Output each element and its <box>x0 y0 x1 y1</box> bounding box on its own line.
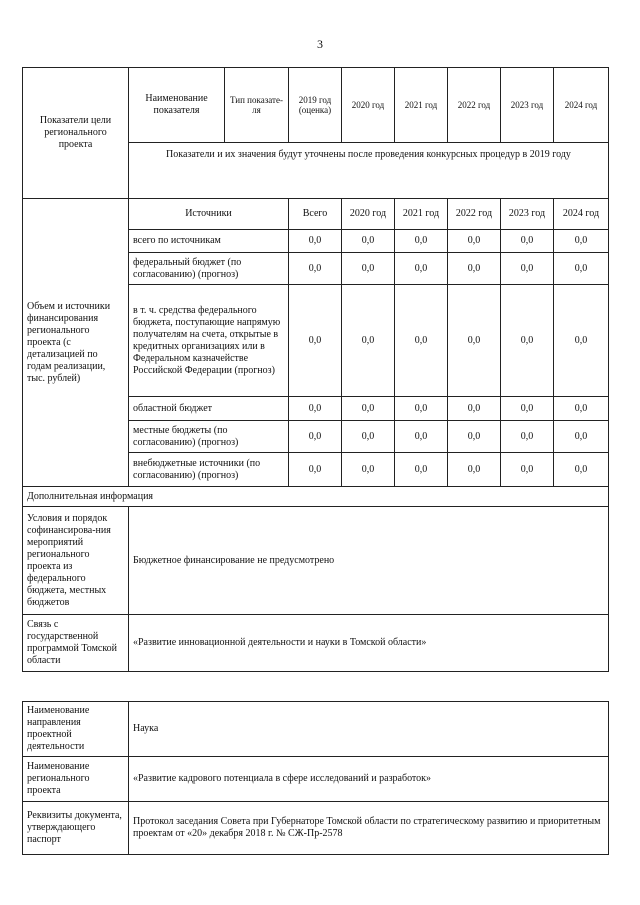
finance-value: 0,0 <box>448 230 501 253</box>
finance-value: 0,0 <box>395 253 448 285</box>
details-label: Наименование регионального проекта <box>23 757 129 802</box>
finance-year-header: 2021 год <box>395 199 448 230</box>
finance-value: 0,0 <box>289 397 342 421</box>
finance-value: 0,0 <box>448 397 501 421</box>
finance-value: 0,0 <box>395 397 448 421</box>
finance-value: 0,0 <box>289 421 342 453</box>
finance-value: 0,0 <box>501 453 554 487</box>
finance-value: 0,0 <box>395 230 448 253</box>
goal-type-header: Тип показате-ля <box>225 68 289 143</box>
finance-value: 0,0 <box>289 253 342 285</box>
program-link-value: «Развитие инновационной деятельности и науки в Томской области» <box>129 615 609 672</box>
finance-value: 0,0 <box>554 453 609 487</box>
finance-source-label: федеральный бюджет (по согласованию) (прогноз) <box>129 253 289 285</box>
details-row <box>23 702 609 757</box>
details-value: Протокол заседания Совета при Губернаторе Томской области по стратегическому развитию и приоритетным проектам от «20» декабря 2018 г. № СЖ-Пр-2578 <box>129 802 609 855</box>
goal-2019-header: 2019 год (оценка) <box>289 68 342 143</box>
finance-value: 0,0 <box>501 397 554 421</box>
finance-total-header: Всего <box>289 199 342 230</box>
finance-value: 0,0 <box>342 285 395 397</box>
goals-header-row <box>23 68 609 143</box>
finance-row-label: Объем и источники финансирования регионального проекта (с детализацией по годам реализации, тыс. рублей) <box>23 199 129 487</box>
finance-value: 0,0 <box>395 421 448 453</box>
finance-value: 0,0 <box>395 453 448 487</box>
finance-source-label: в т. ч. средства федерального бюджета, поступающие напрямую получателям на счета, открытые в кредитных организациях или в Федеральном казначействе Российской Федерации (прогноз) <box>129 285 289 397</box>
goals-note: Показатели и их значения будут уточнены после проведения конкурсных процедур в 2019 году <box>129 143 609 199</box>
finance-value: 0,0 <box>342 397 395 421</box>
additional-info-row <box>23 487 609 507</box>
details-row <box>23 757 609 802</box>
goal-year-header: 2022 год <box>448 68 501 143</box>
finance-source-label: внебюджетные источники (по согласованию) (прогноз) <box>129 453 289 487</box>
details-row <box>23 802 609 855</box>
program-link-label: Связь с государственной программой Томской области <box>23 615 129 672</box>
finance-value: 0,0 <box>289 285 342 397</box>
page-number: 3 <box>317 37 323 51</box>
goal-year-header: 2024 год <box>554 68 609 143</box>
cofinancing-label: Условия и порядок софинансирова-ния мероприятий регионального проекта из федерального бюджета, местных бюджетов <box>23 507 129 615</box>
finance-header-row <box>23 199 609 230</box>
finance-value: 0,0 <box>501 230 554 253</box>
details-value: Наука <box>129 702 609 757</box>
details-label: Наименование направления проектной деятельности <box>23 702 129 757</box>
finance-value: 0,0 <box>501 421 554 453</box>
finance-value: 0,0 <box>342 453 395 487</box>
goal-year-header: 2023 год <box>501 68 554 143</box>
cofinancing-row <box>23 507 609 615</box>
finance-value: 0,0 <box>554 421 609 453</box>
finance-value: 0,0 <box>501 285 554 397</box>
finance-year-header: 2022 год <box>448 199 501 230</box>
finance-sources-header: Источники <box>129 199 289 230</box>
goals-row-label: Показатели цели регионального проекта <box>23 68 129 199</box>
project-details-table <box>22 701 609 855</box>
project-passport-table <box>22 67 609 672</box>
finance-value: 0,0 <box>448 421 501 453</box>
finance-source-label: всего по источникам <box>129 230 289 253</box>
finance-value: 0,0 <box>554 230 609 253</box>
finance-year-header: 2024 год <box>554 199 609 230</box>
goal-year-header: 2021 год <box>395 68 448 143</box>
finance-value: 0,0 <box>289 230 342 253</box>
finance-year-header: 2023 год <box>501 199 554 230</box>
finance-value: 0,0 <box>448 453 501 487</box>
finance-source-label: местные бюджеты (по согласованию) (прогноз) <box>129 421 289 453</box>
goal-year-header: 2020 год <box>342 68 395 143</box>
finance-value: 0,0 <box>448 253 501 285</box>
program-link-row <box>23 615 609 672</box>
finance-year-header: 2020 год <box>342 199 395 230</box>
details-value: «Развитие кадрового потенциала в сфере исследований и разработок» <box>129 757 609 802</box>
finance-source-label: областной бюджет <box>129 397 289 421</box>
finance-value: 0,0 <box>289 453 342 487</box>
finance-value: 0,0 <box>342 421 395 453</box>
goal-name-header: Наименование показателя <box>129 68 225 143</box>
finance-value: 0,0 <box>395 285 448 397</box>
finance-value: 0,0 <box>554 285 609 397</box>
finance-value: 0,0 <box>554 253 609 285</box>
finance-value: 0,0 <box>501 253 554 285</box>
additional-info-heading: Дополнительная информация <box>23 487 609 507</box>
details-label: Реквизиты документа, утверждающего паспорт <box>23 802 129 855</box>
finance-value: 0,0 <box>342 253 395 285</box>
finance-value: 0,0 <box>342 230 395 253</box>
finance-value: 0,0 <box>448 285 501 397</box>
cofinancing-value: Бюджетное финансирование не предусмотрено <box>129 507 609 615</box>
finance-value: 0,0 <box>554 397 609 421</box>
